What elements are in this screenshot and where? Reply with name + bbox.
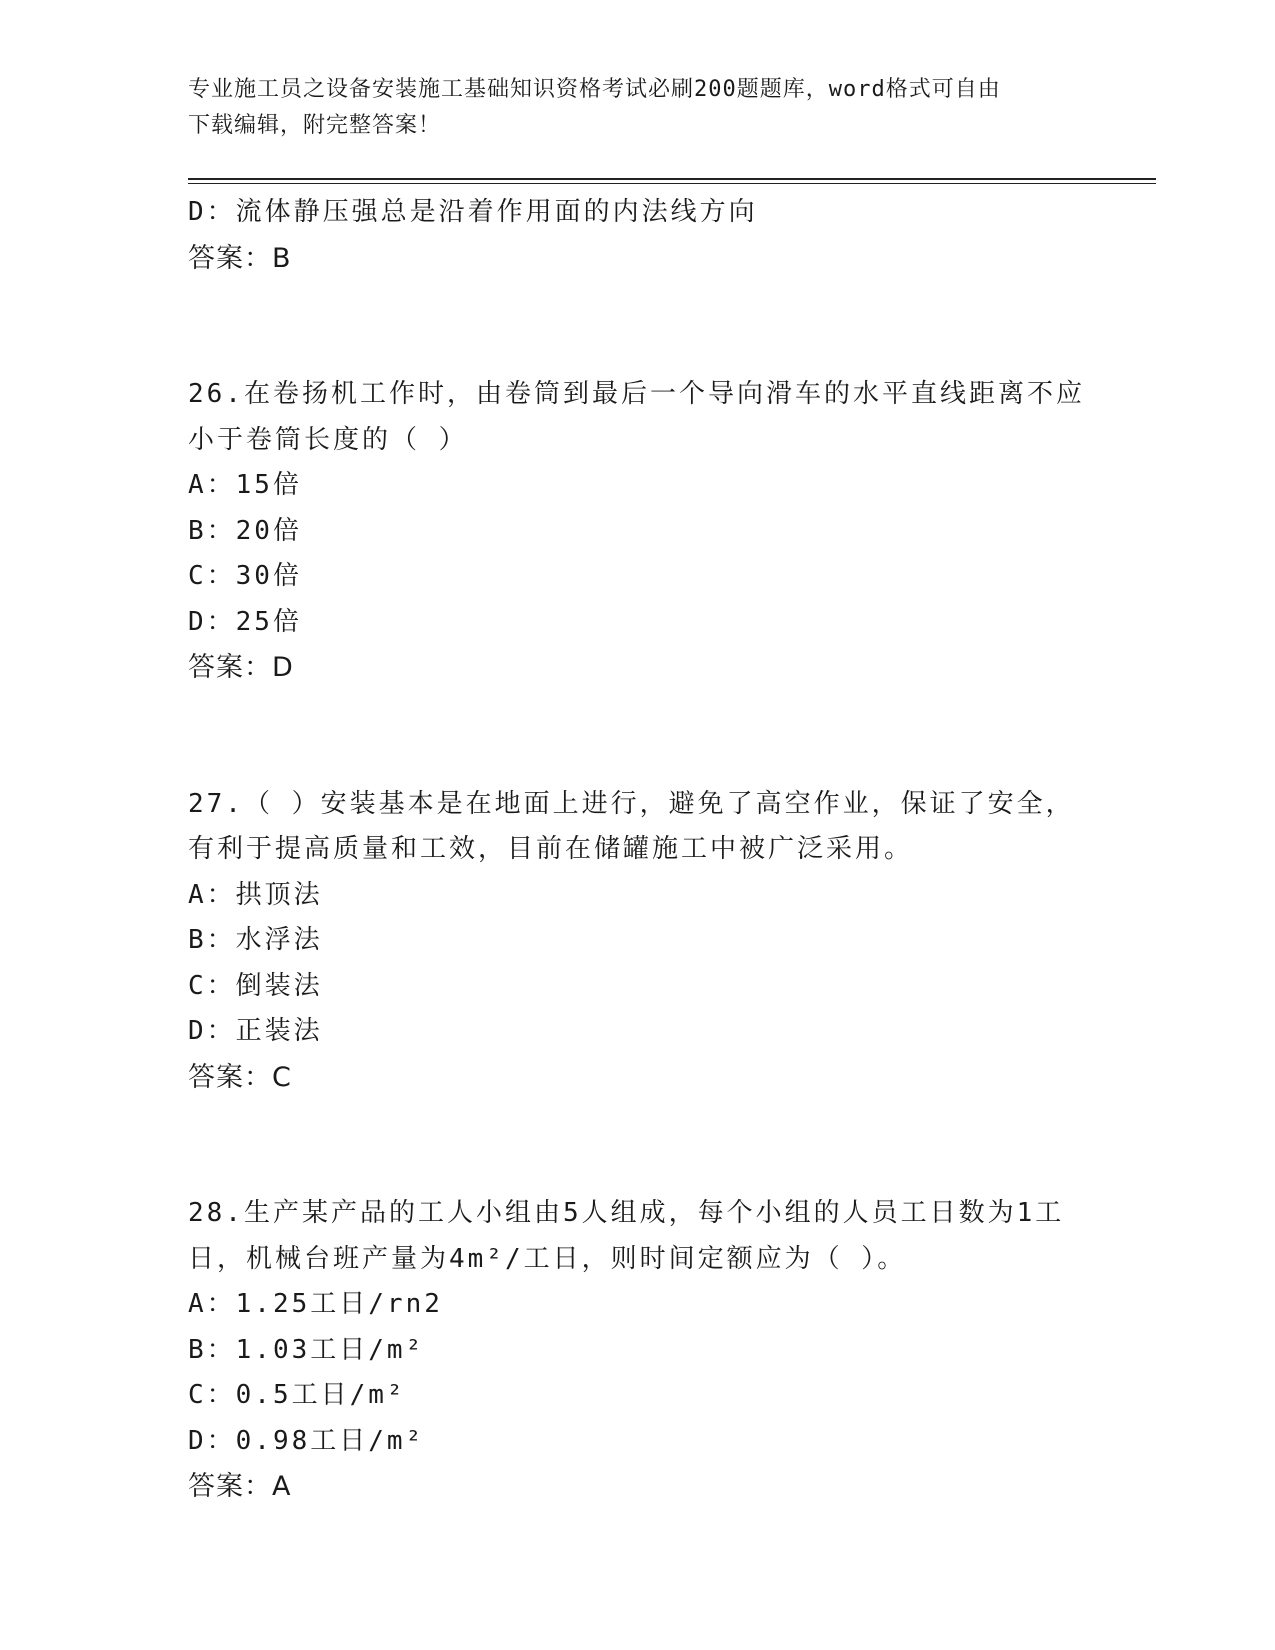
document-header bbox=[188, 72, 1088, 144]
question-stem-line: 日，机械台班产量为4m²/工日，则时间定额应为（ ）。 bbox=[188, 1243, 907, 1274]
previous-question-tail bbox=[188, 190, 1088, 281]
option-d: D：25倍 bbox=[188, 606, 302, 637]
option-a: A：拱顶法 bbox=[188, 879, 323, 910]
option-d: D：正装法 bbox=[188, 1016, 323, 1046]
option-c: C：倒装法 bbox=[188, 970, 323, 1001]
question-stem-line: 小于卷筒长度的（ ） bbox=[188, 424, 468, 455]
option-d: D：流体静压强总是沿着作用面的内法线方向 bbox=[188, 197, 758, 227]
question-27 bbox=[188, 782, 1088, 1101]
answer-line: 答案：C bbox=[188, 1061, 292, 1093]
question-stem-line: 28.生产某产品的工人小组由5人组成，每个小组的人员工日数为1工 bbox=[188, 1198, 1065, 1228]
question-stem-line: 27.（ ）安装基本是在地面上进行，避免了高空作业，保证了安全， bbox=[188, 788, 1075, 819]
answer-line: 答案：B bbox=[188, 242, 292, 274]
question-content bbox=[188, 190, 1088, 1510]
header-line-1: 专业施工员之设备安装施工基础知识资格考试必刷200题题库，word格式可自由 bbox=[188, 77, 1001, 102]
answer-line: 答案：A bbox=[188, 1471, 292, 1502]
option-b: B：1.03工日/m² bbox=[188, 1334, 425, 1365]
question-28 bbox=[188, 1191, 1088, 1510]
answer-line: 答案：D bbox=[188, 652, 294, 683]
option-a: A：15倍 bbox=[188, 470, 302, 500]
option-b: B：水浮法 bbox=[188, 925, 323, 955]
header-line-2: 下载编辑，附完整答案！ bbox=[188, 113, 442, 138]
option-b: B：20倍 bbox=[188, 515, 302, 546]
question-26 bbox=[188, 372, 1088, 691]
option-c: C：30倍 bbox=[188, 561, 302, 591]
header-divider-top bbox=[188, 178, 1156, 180]
header-divider-bottom bbox=[188, 183, 1156, 184]
option-d: D：0.98工日/m² bbox=[188, 1425, 425, 1456]
question-stem-line: 有利于提高质量和工效，目前在储罐施工中被广泛采用。 bbox=[188, 834, 914, 864]
question-stem-line: 26.在卷扬机工作时，由卷筒到最后一个导向滑车的水平直线距离不应 bbox=[188, 379, 1085, 409]
option-c: C：0.5工日/m² bbox=[188, 1380, 406, 1410]
option-a: A：1.25工日/rn2 bbox=[188, 1289, 443, 1319]
